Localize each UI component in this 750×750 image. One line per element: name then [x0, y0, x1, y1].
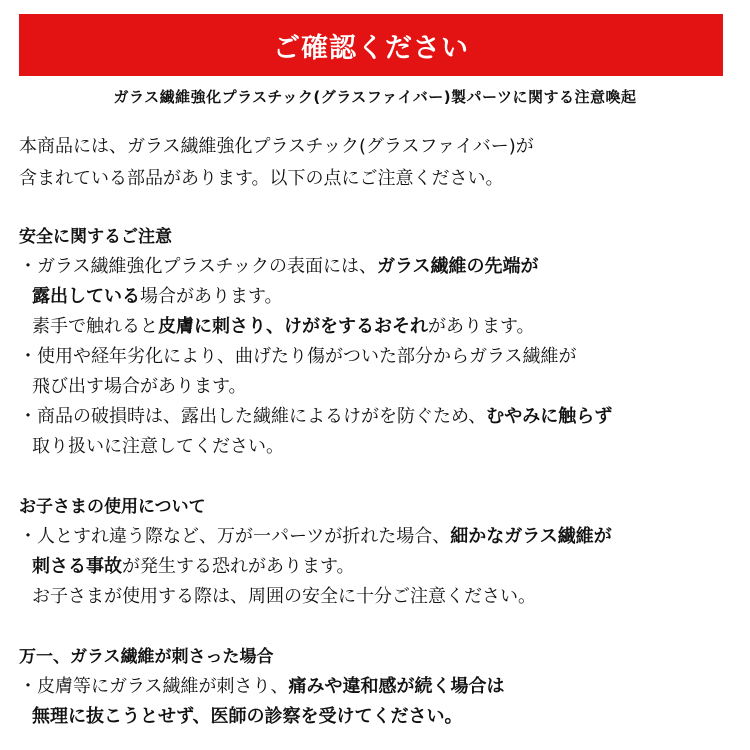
- text: が発生する恐れがあります。: [122, 556, 355, 577]
- safety-bullet-1-line-3: [19, 312, 731, 342]
- text: ・人とすれ違う際など、万が一パーツが折れた場合、: [19, 526, 451, 547]
- emergency-bullet-1-line-1: [19, 672, 731, 702]
- notice-banner: [19, 14, 723, 76]
- text: があります。: [428, 316, 535, 337]
- intro-line-2: 含まれている部品があります。以下の点にご注意ください。: [19, 168, 504, 189]
- emphasis: 露出している: [32, 286, 140, 307]
- emphasis: 細かなガラス繊維が: [450, 526, 612, 547]
- safety-bullet-3-line-2: 取り扱いに注意してください。: [32, 436, 284, 457]
- emergency-bullet-1-line-2: 無理に抜こうとせず、医師の診察を受けてください。: [32, 706, 463, 727]
- notice-content: [19, 131, 731, 732]
- subtitle: ガラス繊維強化プラスチック(グラスファイバー)製パーツに関する注意喚起: [113, 88, 637, 106]
- intro-line-1: 本商品には、ガラス繊維強化プラスチック(グラスファイバー)が: [19, 136, 534, 157]
- emphasis: 痛みや違和感が続く場合は: [288, 676, 505, 697]
- safety-bullet-1-line-2: [19, 282, 731, 312]
- children-bullet-1-line-3: お子さまが使用する際は、周囲の安全に十分ご注意ください。: [32, 586, 536, 607]
- emphasis: 刺さる事故: [32, 556, 122, 577]
- emphasis: むやみに触らず: [486, 406, 613, 427]
- banner-title: ご確認ください: [273, 32, 469, 64]
- children-bullet-1-line-2: [19, 552, 731, 582]
- safety-bullet-2-line-2: 飛び出す場合があります。: [32, 376, 247, 397]
- emphasis: 皮膚に刺さり、けがをするおそれ: [158, 316, 428, 337]
- text: ・皮膚等にガラス繊維が刺さり、: [19, 676, 289, 697]
- safety-heading: 安全に関するご注意: [19, 227, 172, 247]
- text: ・商品の破損時は、露出した繊維によるけがを防ぐため、: [19, 406, 487, 427]
- children-heading: お子さまの使用について: [19, 497, 206, 517]
- text: 素手で触れると: [32, 316, 158, 337]
- emphasis: ガラス繊維の先端が: [377, 256, 539, 277]
- text: ・ガラス繊維強化プラスチックの表面には、: [19, 256, 378, 277]
- safety-bullet-3-line-1: [19, 402, 731, 432]
- text: 場合があります。: [140, 286, 283, 307]
- safety-bullet-1-line-1: [19, 252, 731, 282]
- emergency-heading: 万一、ガラス繊維が刺さった場合: [19, 647, 274, 667]
- safety-bullet-2-line-1: ・使用や経年劣化により、曲げたり傷がついた部分からガラス繊維が: [19, 346, 577, 367]
- children-bullet-1-line-1: [19, 522, 731, 552]
